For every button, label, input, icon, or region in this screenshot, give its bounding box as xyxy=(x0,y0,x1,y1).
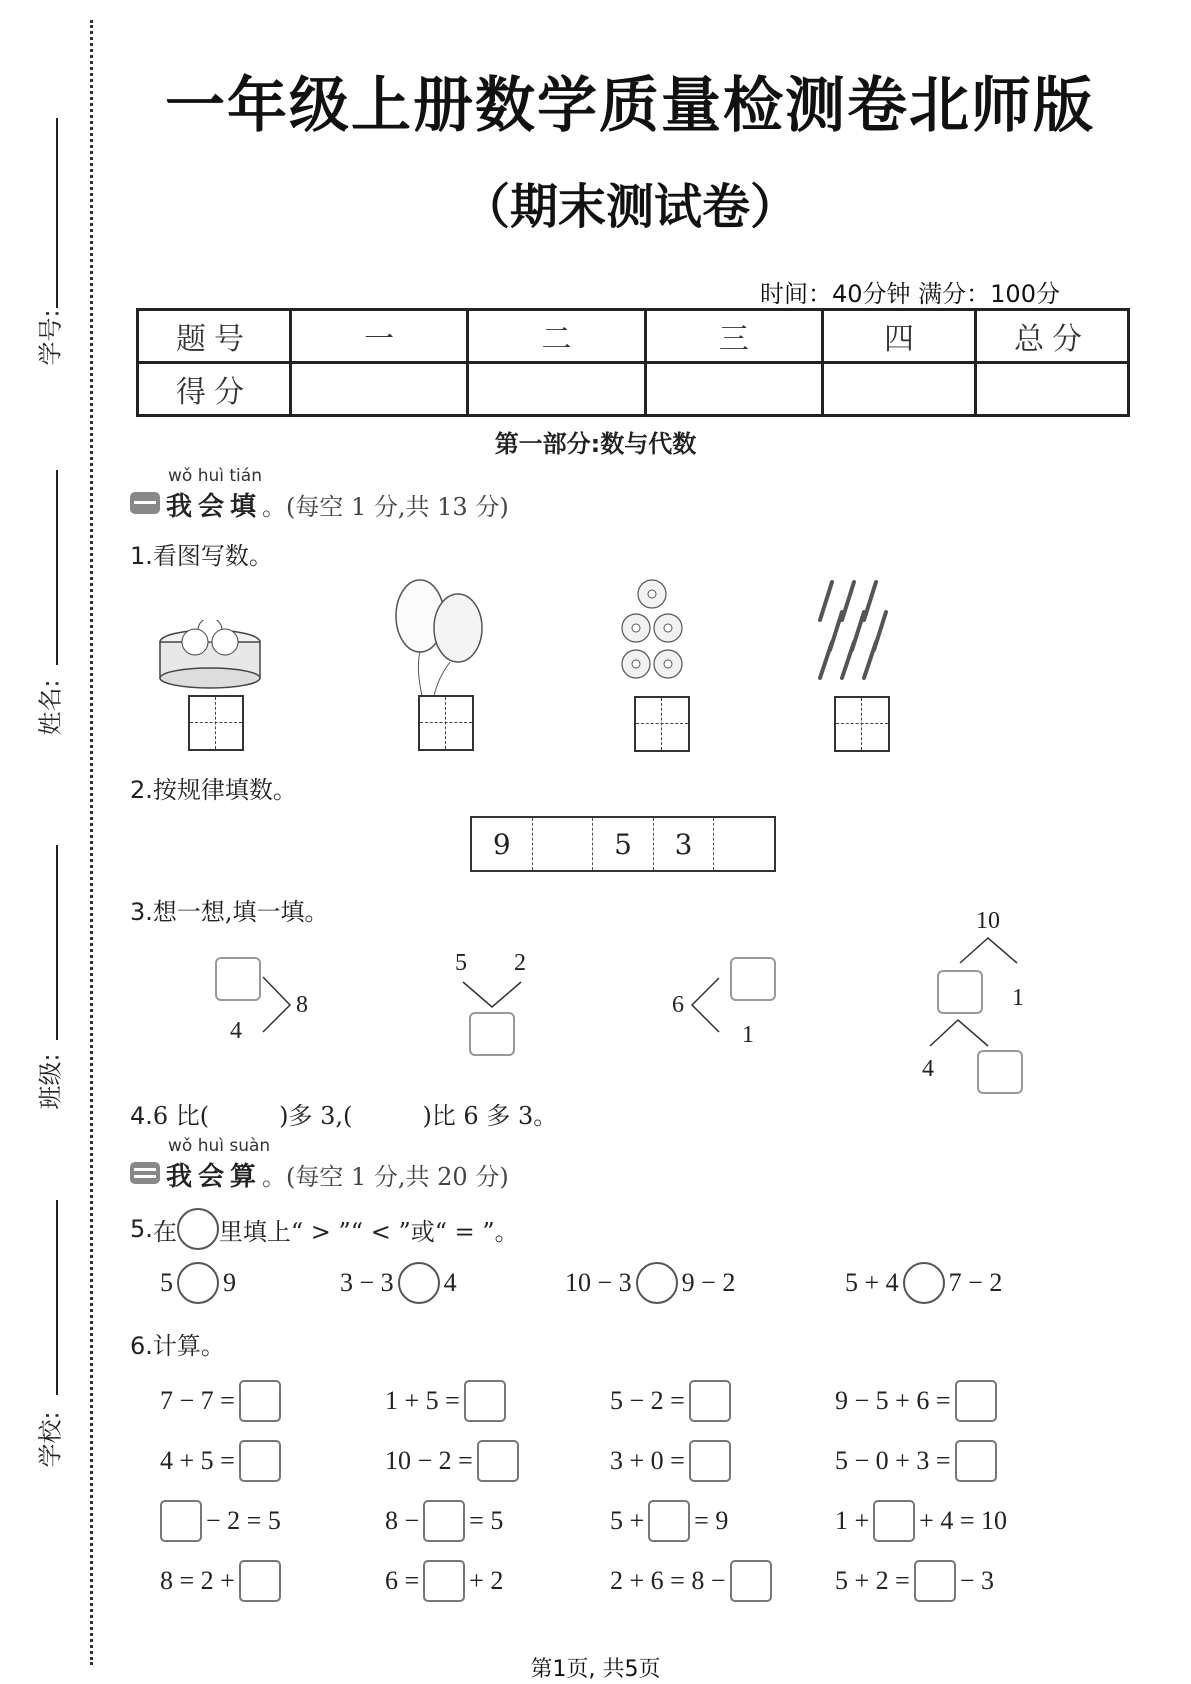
answer-box[interactable] xyxy=(464,1380,506,1422)
q2-prompt: 2.按规律填数。 xyxy=(130,776,297,804)
answer-box[interactable] xyxy=(914,1560,956,1602)
answer-box[interactable] xyxy=(955,1440,997,1482)
q6-equation: 1 + 5 = xyxy=(385,1380,506,1422)
section2-pinyin: wǒ huì suàn xyxy=(168,1136,271,1156)
answer-box[interactable] xyxy=(423,1560,465,1602)
compare-circle-input[interactable] xyxy=(398,1262,440,1304)
section2-title: 我会算 xyxy=(166,1162,263,1192)
q6-equation: 9 − 5 + 6 = xyxy=(835,1380,997,1422)
compare-circle-input[interactable] xyxy=(177,1262,219,1304)
q6-equation: 5 + 2 = − 3 xyxy=(835,1560,994,1602)
answer-box[interactable] xyxy=(689,1380,731,1422)
section2-note: 。(每空 1 分,共 20 分) xyxy=(262,1163,509,1191)
q6-prompt: 6.计算。 xyxy=(130,1332,225,1360)
bond-number: 1 xyxy=(742,1022,754,1048)
q5-prompt: 5. 在 里填上“ > ”“ < ”或“ = ”。 xyxy=(130,1208,519,1250)
circle-icon xyxy=(177,1208,219,1250)
q3-answer-box[interactable] xyxy=(937,970,983,1014)
answer-box[interactable] xyxy=(239,1380,281,1422)
score-table-header-cell: 题号 xyxy=(138,310,291,363)
bond-number: 4 xyxy=(230,1018,242,1044)
section2-badge-icon xyxy=(130,1162,160,1184)
bond-number: 6 xyxy=(672,992,684,1018)
q6-equation: 3 + 0 = xyxy=(610,1440,731,1482)
answer-box[interactable] xyxy=(648,1500,690,1542)
score-table-header-cell: 四 xyxy=(823,310,976,363)
q3-prompt: 3.想一想,填一填。 xyxy=(130,898,329,926)
score-table-header-cell: 三 xyxy=(645,310,822,363)
bond-number: 10 xyxy=(976,908,1000,934)
q3-answer-box[interactable] xyxy=(469,1012,515,1056)
bond-number: 4 xyxy=(922,1056,934,1082)
answer-box[interactable] xyxy=(955,1380,997,1422)
q5-compare-item: 10 − 3 9 − 2 xyxy=(565,1262,735,1304)
name-label: 姓名: xyxy=(36,679,65,736)
q6-equation: 8 − = 5 xyxy=(385,1500,503,1542)
score-table-header-cell: 二 xyxy=(468,310,645,363)
student-id-label: 学号: xyxy=(36,309,65,366)
bond-number: 1 xyxy=(1012,985,1024,1011)
q4-prompt: 4.6 比( )多 3,( )比 6 多 3。 xyxy=(130,1102,558,1130)
sequence-cell: 9 xyxy=(472,818,533,870)
q5-compare-item: 5 + 4 7 − 2 xyxy=(845,1262,1002,1304)
bond-number: 5 xyxy=(455,950,467,976)
section1-title: 我会填 xyxy=(166,492,263,522)
answer-box[interactable] xyxy=(423,1500,465,1542)
q6-equation: 4 + 5 = xyxy=(160,1440,281,1482)
q6-equation: 1 + + 4 = 10 xyxy=(835,1500,1007,1542)
score-table-header-cell: 总分 xyxy=(976,310,1129,363)
q5-compare-item: 3 − 3 4 xyxy=(340,1262,457,1304)
q3-answer-box[interactable] xyxy=(215,957,261,1001)
part-title: 第一部分:数与代数 xyxy=(494,430,697,458)
section1-pinyin: wǒ huì tián xyxy=(168,466,262,486)
sequence-cell: 5 xyxy=(593,818,654,870)
answer-box[interactable] xyxy=(477,1440,519,1482)
q6-equation: 10 − 2 = xyxy=(385,1440,519,1482)
score-table-header-cell: 一 xyxy=(291,310,468,363)
answer-box[interactable] xyxy=(873,1500,915,1542)
q1-prompt: 1.看图写数。 xyxy=(130,542,273,570)
compare-circle-input[interactable] xyxy=(903,1262,945,1304)
q6-equation: 5 − 0 + 3 = xyxy=(835,1440,997,1482)
section2-header xyxy=(166,1156,509,1193)
sequence-cell: 3 xyxy=(654,818,715,870)
answer-box[interactable] xyxy=(160,1500,202,1542)
q6-equation: 5 − 2 = xyxy=(610,1380,731,1422)
q6-equation: 2 + 6 = 8 − xyxy=(610,1560,772,1602)
school-label: 学校: xyxy=(36,1411,65,1468)
q6-equation: 7 − 7 = xyxy=(160,1380,281,1422)
page-number: 第1页, 共5页 xyxy=(530,1657,661,1682)
q5-compare-item: 5 9 xyxy=(160,1262,236,1304)
page-subtitle: （期末测试卷） xyxy=(461,179,798,235)
q6-equation: 6 = + 2 xyxy=(385,1560,503,1602)
answer-box[interactable] xyxy=(730,1560,772,1602)
page-title: 一年级上册数学质量检测卷北师版 xyxy=(165,71,1095,141)
section1-note: 。(每空 1 分,共 13 分) xyxy=(262,493,509,521)
bond-number: 8 xyxy=(296,992,308,1018)
q6-equation: 8 = 2 + xyxy=(160,1560,281,1602)
bond-number: 2 xyxy=(514,950,526,976)
q3-answer-box[interactable] xyxy=(977,1050,1023,1094)
answer-box[interactable] xyxy=(689,1440,731,1482)
q6-equation: 5 + = 9 xyxy=(610,1500,728,1542)
q6-equation: − 2 = 5 xyxy=(160,1500,281,1542)
exam-info: 时间：40分钟 满分：100分 xyxy=(760,280,1060,308)
compare-circle-input[interactable] xyxy=(636,1262,678,1304)
q3-answer-box[interactable] xyxy=(730,957,776,1001)
class-label: 班级: xyxy=(36,1053,65,1110)
answer-box[interactable] xyxy=(239,1560,281,1602)
answer-box[interactable] xyxy=(239,1440,281,1482)
score-row-label: 得分 xyxy=(138,363,291,416)
